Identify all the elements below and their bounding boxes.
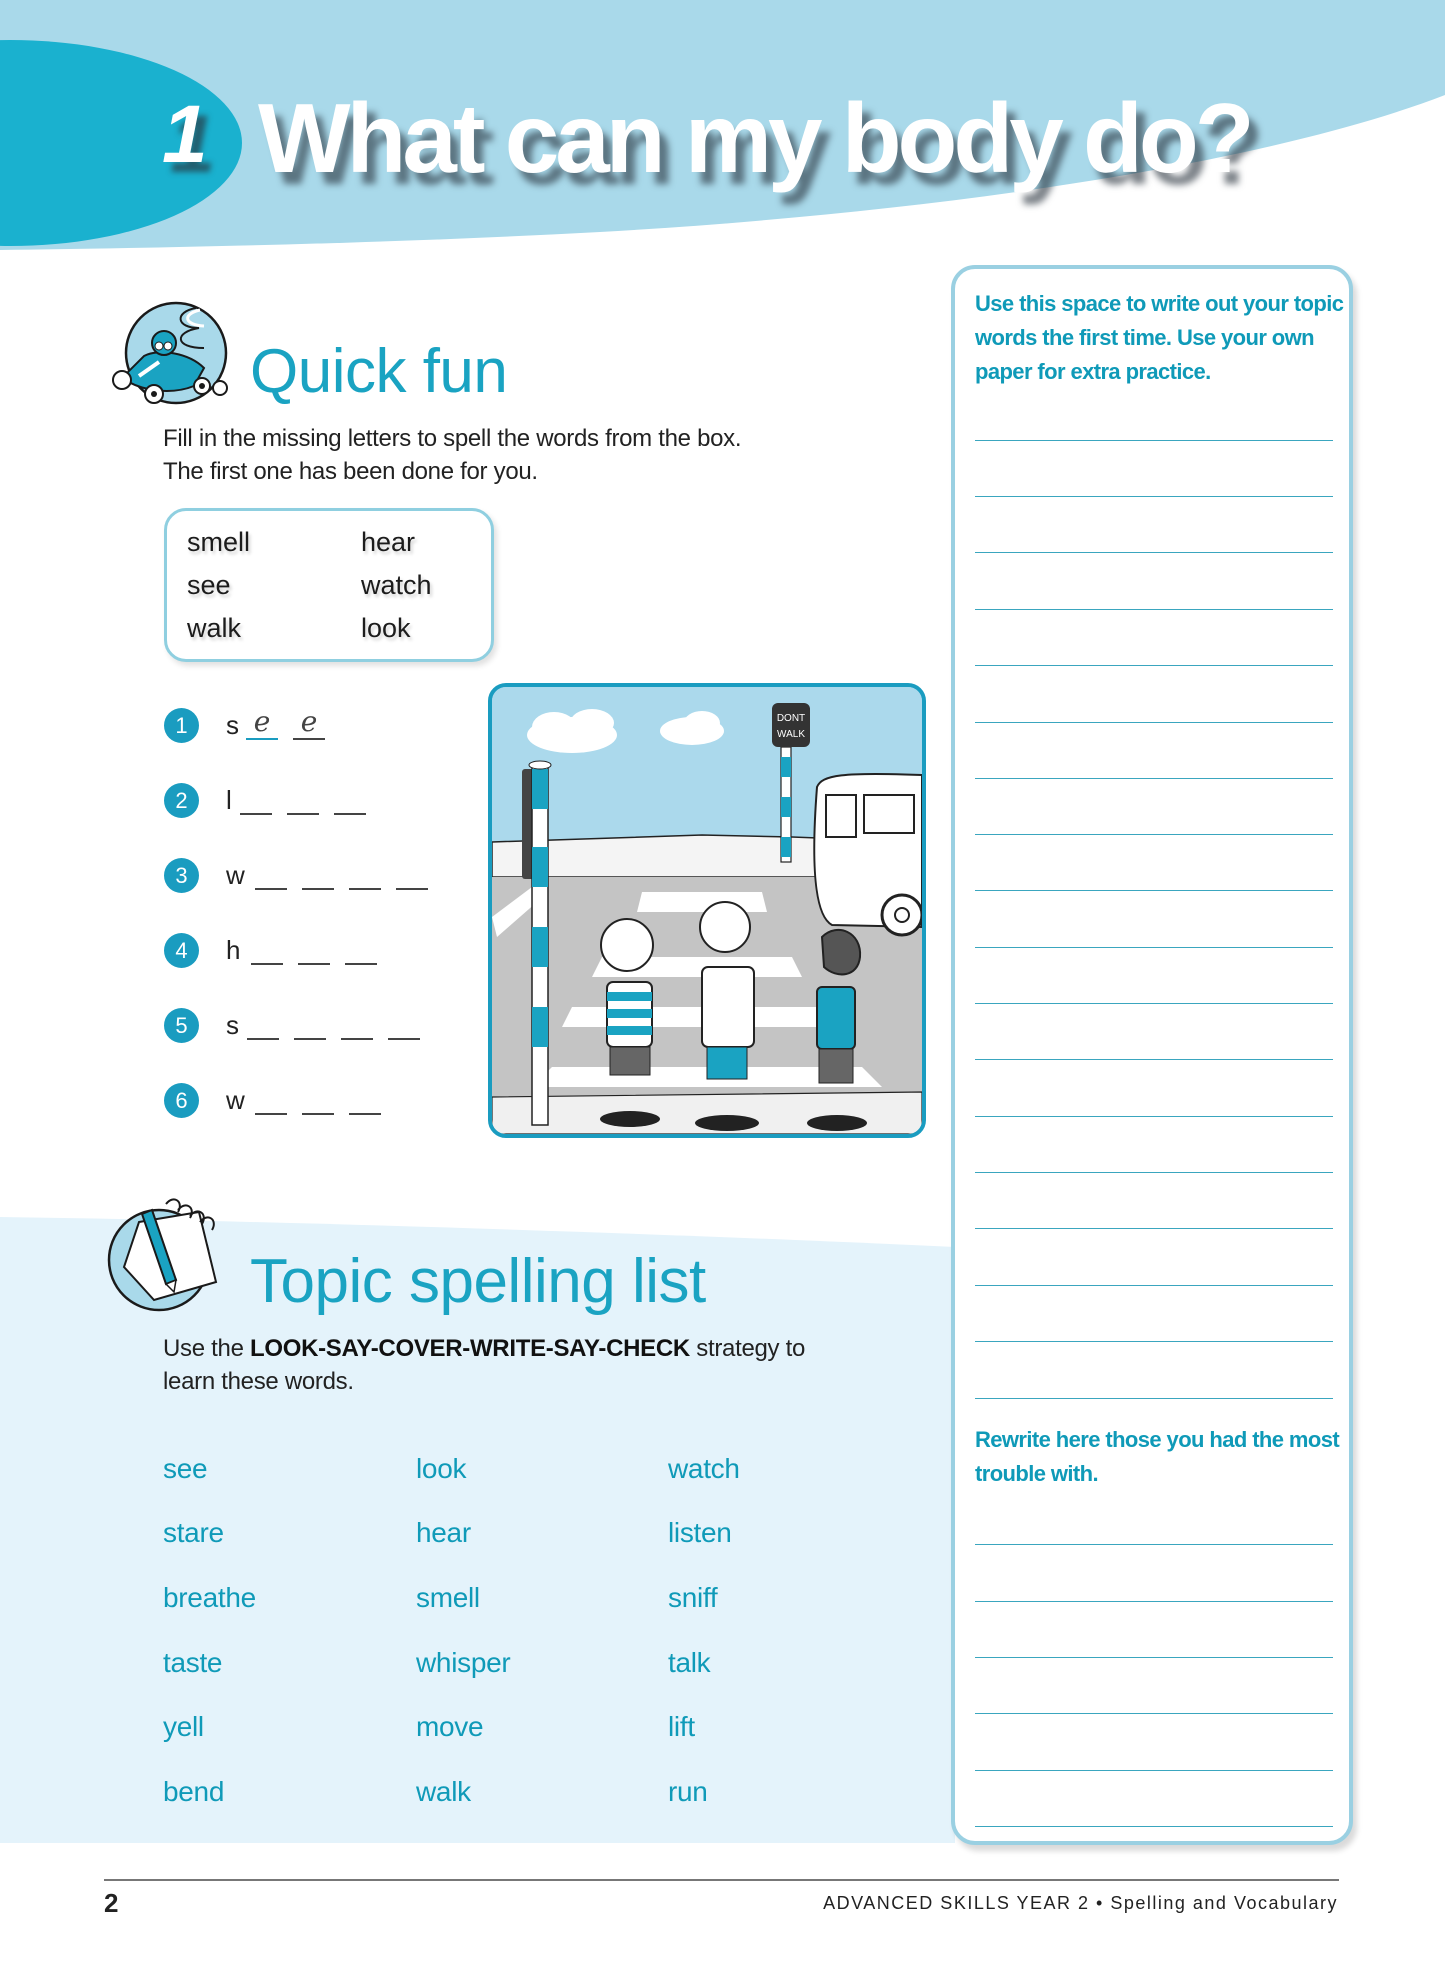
writing-line[interactable] [975,609,1333,610]
exercise-row [164,705,464,748]
practice-note-top: Use this space to write out your topic words the first time. Use your own paper for extra practice. [975,291,1344,384]
word-box-word: see [187,570,231,600]
strategy-name: LOOK-SAY-COVER-WRITE-SAY-CHECK [249,1335,690,1362]
writing-line[interactable] [975,1228,1333,1229]
exercise-blanks [255,858,428,890]
exercise-row [164,933,464,973]
practice-panel [951,265,1353,1845]
exercise-first-letter: l [226,785,232,815]
letter-blank[interactable] [302,858,334,890]
letter-blank[interactable] [345,933,377,965]
writing-line[interactable] [975,1826,1333,1827]
letter-blank[interactable] [251,933,283,965]
race-car-icon [104,298,236,413]
exercise-blanks [240,783,366,815]
writing-line[interactable] [975,1172,1333,1173]
spelling-word: smell [416,1582,480,1613]
letter-blank[interactable] [302,1083,334,1115]
writing-line[interactable] [975,778,1333,779]
spelling-word: look [416,1453,467,1484]
exercise-blanks [246,705,325,740]
exercise-row [164,1083,464,1123]
instruction-line: Fill in the missing letters to spell the words from the box. [163,425,742,452]
writing-line[interactable] [975,947,1333,948]
letter-blank[interactable] [240,783,272,815]
writing-line[interactable] [975,552,1333,553]
spelling-word: whisper [416,1647,511,1678]
instruction-line: learn these words. [163,1368,354,1395]
spelling-word: bend [163,1776,225,1807]
word-box-word: smell [187,527,251,557]
letter-blank[interactable] [255,1083,287,1115]
letter-blank[interactable] [341,1008,373,1040]
spelling-word: talk [668,1647,711,1678]
topic-spelling-instruction [163,1332,805,1398]
svg-text:WALK: WALK [777,729,805,740]
exercise-row [164,783,464,823]
letter-blank[interactable] [298,933,330,965]
writing-line[interactable] [975,1770,1333,1771]
spelling-word: walk [416,1776,471,1807]
letter-blank[interactable] [388,1008,420,1040]
writing-line[interactable] [975,1398,1333,1399]
writing-line[interactable] [975,1341,1333,1342]
running-title: ADVANCED SKILLS YEAR 2 • Spelling and Vocabulary [823,1893,1338,1913]
spelling-word: hear [416,1517,471,1548]
word-box-word: walk [187,613,242,643]
topic-spelling-heading: Topic spelling list [250,1247,706,1316]
writing-line[interactable] [975,1116,1333,1117]
spelling-word: stare [163,1517,224,1548]
writing-line[interactable] [975,722,1333,723]
footer-divider [104,1879,1339,1881]
word-box-word: look [361,613,411,643]
exercise-first-letter: s [226,1010,239,1040]
writing-line[interactable] [975,496,1333,497]
spelling-word: yell [163,1711,204,1742]
spelling-word: watch [668,1453,740,1484]
letter-blank[interactable] [349,858,381,890]
exercise-first-letter: w [226,1085,245,1115]
word-box-word: watch [361,570,432,600]
exercise-first-letter: w [226,860,245,890]
page-title: What can my body do? [258,83,1251,193]
spelling-word: see [163,1453,208,1484]
letter-blank[interactable] [255,858,287,890]
exercise-blanks [251,933,377,965]
writing-line[interactable] [975,834,1333,835]
spelling-word: lift [668,1711,695,1742]
exercise-number-badge: 5 [164,1008,199,1043]
exercise-blanks [247,1008,420,1040]
letter-blank[interactable] [334,783,366,815]
exercise-number-badge: 2 [164,783,199,818]
exercise-number-badge: 4 [164,933,199,968]
notepad-pencil-icon [104,1192,234,1322]
letter-blank[interactable] [396,858,428,890]
sign-text: DONT [776,713,806,724]
writing-line[interactable] [975,1657,1333,1658]
writing-line[interactable] [975,1285,1333,1286]
letter-blank[interactable] [247,1008,279,1040]
writing-line[interactable] [975,1003,1333,1004]
exercise-row [164,858,464,898]
writing-line[interactable] [975,890,1333,891]
exercise-number-badge: 1 [164,708,199,743]
writing-line[interactable] [975,665,1333,666]
quick-fun-instruction [163,422,741,488]
writing-line[interactable] [975,1059,1333,1060]
exercise-first-letter: h [226,935,241,965]
writing-line[interactable] [975,1544,1333,1545]
chapter-number: 1 [162,89,206,180]
instruction-line: Use the LOOK-SAY-COVER-WRITE-SAY-CHECK strategy to [163,1335,806,1362]
letter-blank[interactable] [294,1008,326,1040]
spelling-word: sniff [668,1582,718,1613]
writing-line[interactable] [975,1601,1333,1602]
word-box-word: hear [361,527,416,557]
spelling-word: taste [163,1647,223,1678]
spelling-word: run [668,1776,708,1807]
instruction-line: The first one has been done for you. [163,458,538,485]
letter-blank[interactable] [287,783,319,815]
practice-note-bottom: Rewrite here those you had the most trouble with. [975,1427,1340,1486]
exercise-number-badge: 3 [164,858,199,893]
writing-line[interactable] [975,1713,1333,1714]
writing-line[interactable] [975,440,1333,441]
exercise-blanks [255,1083,381,1115]
spelling-word: listen [668,1517,732,1548]
page-number: 2 [104,1888,119,1918]
letter-blank[interactable]: e [293,708,325,740]
exercise-number-badge: 6 [164,1083,199,1118]
spelling-word: breathe [163,1582,256,1613]
letter-blank[interactable] [349,1083,381,1115]
spelling-word: move [416,1711,484,1742]
crossing-illustration [488,683,926,1138]
word-box [164,508,494,662]
quick-fun-heading: Quick fun [250,337,508,406]
letter-blank[interactable]: e [246,708,278,740]
chapter-banner [0,0,1445,260]
exercise-row [164,1008,464,1048]
exercise-first-letter: s [226,710,239,740]
